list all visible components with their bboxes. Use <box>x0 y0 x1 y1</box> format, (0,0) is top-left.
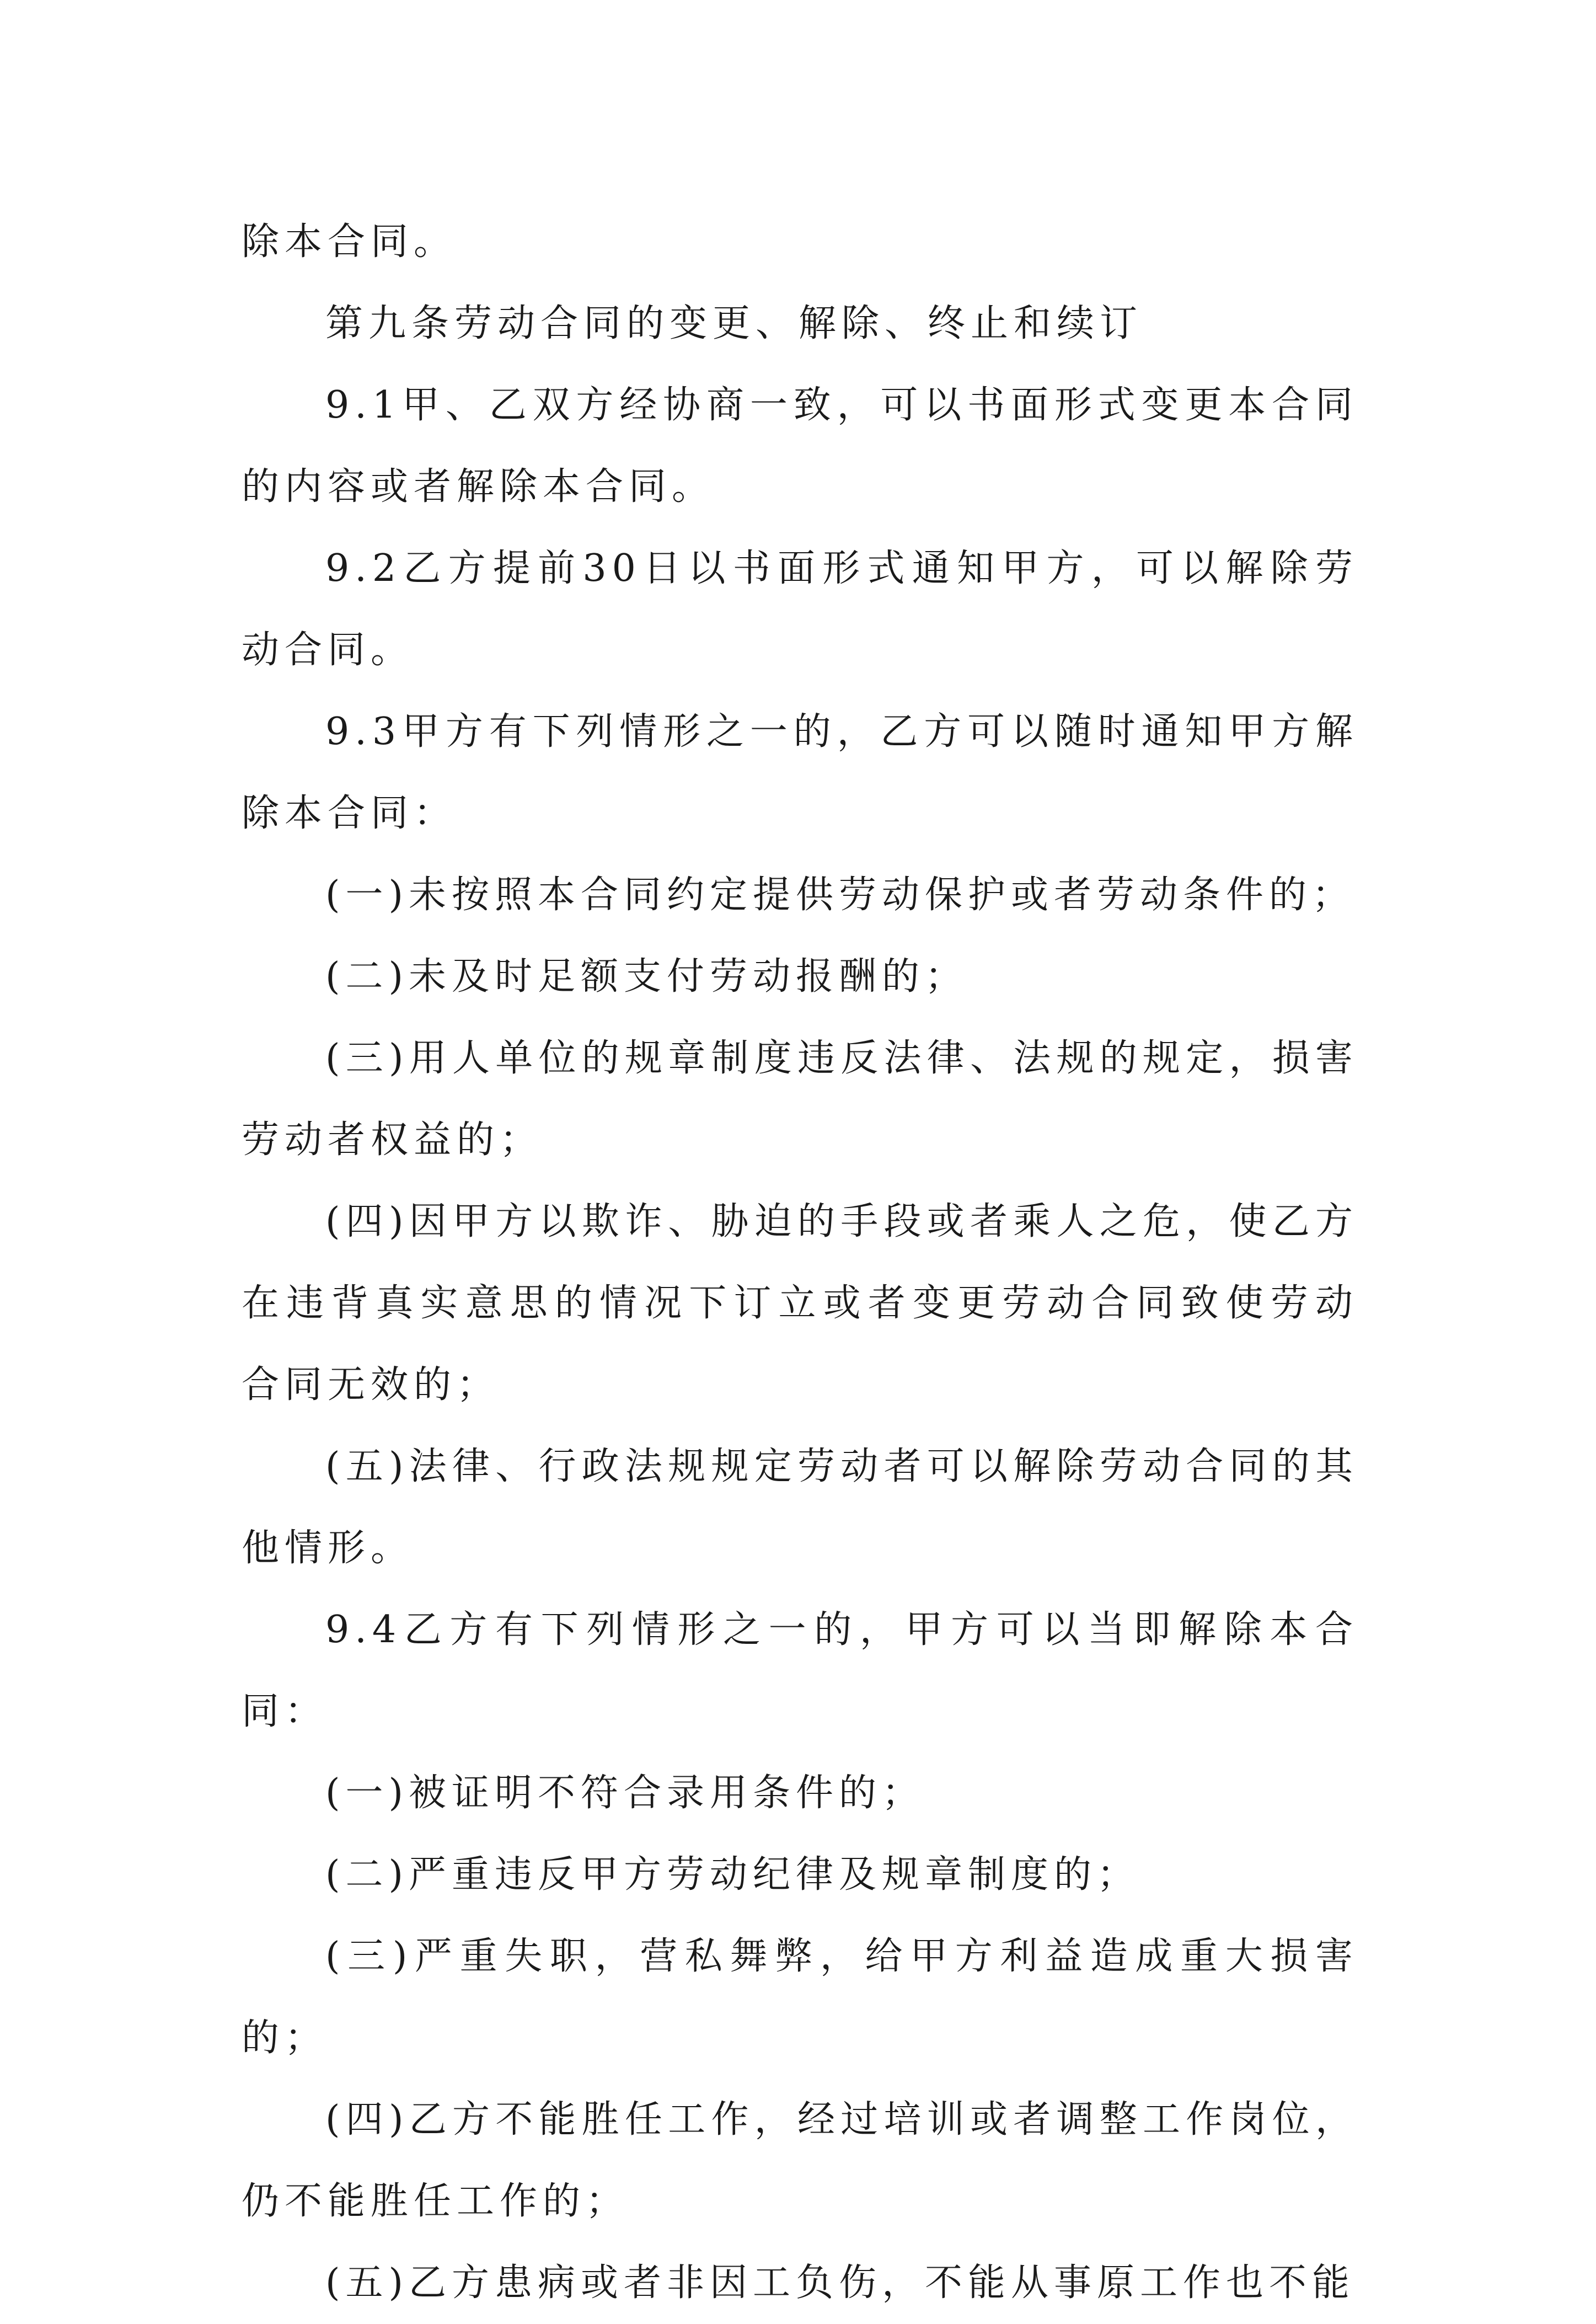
clause-9-3-item-5: (五)法律、行政法规规定劳动者可以解除劳动合同的其他情形。 <box>242 1445 1358 1570</box>
clause-9-4-item-5: (五)乙方患病或者非因工负伤，不能从事原工作也不能 <box>325 2261 1356 2305</box>
paragraph-continuation: 除本合同。 <box>242 220 457 264</box>
article-heading: 第九条劳动合同的变更、解除、终止和续订 <box>325 302 1143 345</box>
clause-9-3: 9.3甲方有下列情形之一的，乙方可以随时通知甲方解除本合同： <box>242 710 1358 835</box>
contract-text <box>242 201 1358 2324</box>
clause-9-2: 9.2乙方提前30日以书面形式通知甲方，可以解除劳动合同。 <box>242 547 1358 672</box>
clause-9-3-item-3: (三)用人单位的规章制度违反法律、法规的规定，损害劳动者权益的； <box>242 1037 1358 1162</box>
clause-9-3-item-1: (一)未按照本合同约定提供劳动保护或者劳动条件的； <box>325 873 1356 917</box>
clause-9-4-item-1: (一)被证明不符合录用条件的； <box>325 1771 925 1815</box>
clause-9-4-item-4: (四)乙方不能胜任工作，经过培训或者调整工作岗位，仍不能胜任工作的； <box>242 2098 1358 2223</box>
clause-9-4-item-2: (二)严重违反甲方劳动纪律及规章制度的； <box>325 1853 1140 1896</box>
clause-9-1: 9.1甲、乙双方经协商一致，可以书面形式变更本合同的内容或者解除本合同。 <box>242 383 1358 509</box>
clause-9-4-item-3: (三)严重失职，营私舞弊，给甲方利益造成重大损害的； <box>242 1935 1358 2060</box>
clause-9-3-item-4: (四)因甲方以欺诈、胁迫的手段或者乘人之危，使乙方在违背真实意思的情况下订立或者变更劳动合同致使劳动合同无效的； <box>242 1200 1358 1407</box>
clause-9-4: 9.4乙方有下列情形之一的，甲方可以当即解除本合同： <box>242 1608 1358 1733</box>
clause-9-3-item-2: (二)未及时足额支付劳动报酬的； <box>325 955 968 998</box>
